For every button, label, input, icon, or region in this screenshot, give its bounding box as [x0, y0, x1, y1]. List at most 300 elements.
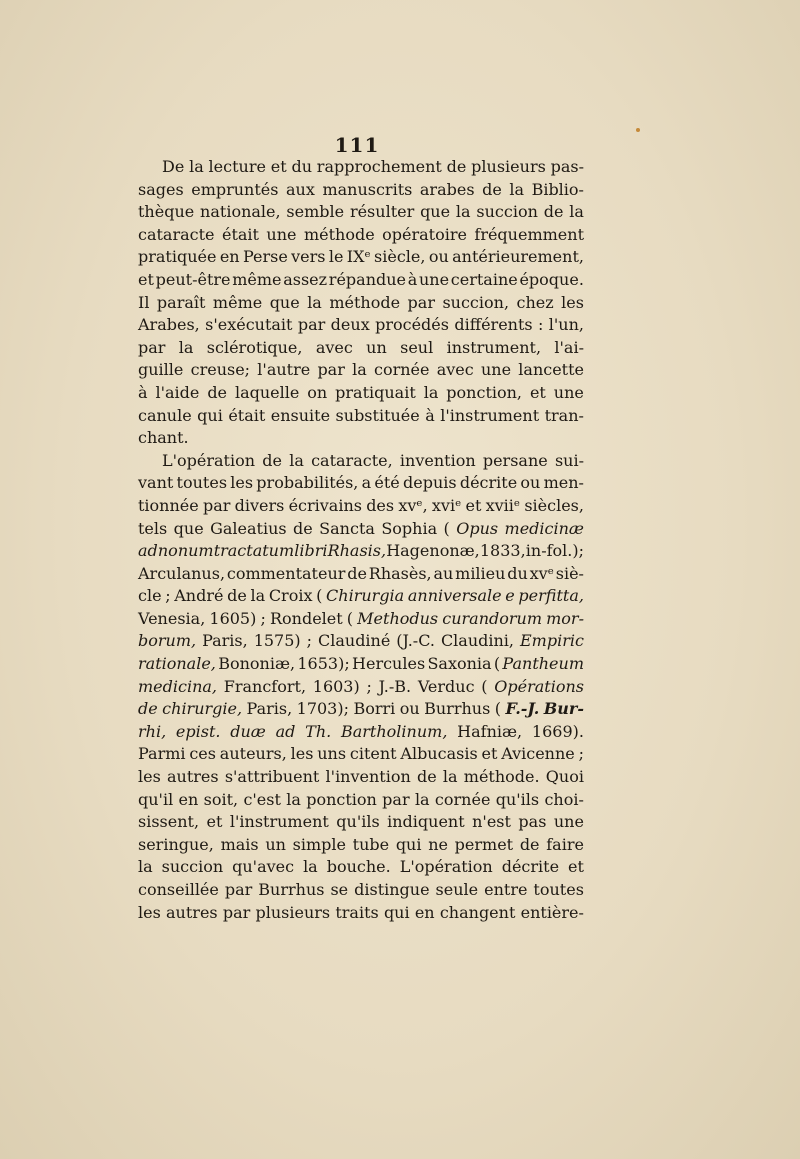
- word: Venesia,: [138, 608, 206, 628]
- word: 1833,: [479, 541, 526, 561]
- word: s'exécutait: [205, 315, 293, 335]
- word: la: [303, 857, 318, 877]
- word: 1703);: [296, 699, 349, 719]
- word: Hercules: [352, 654, 426, 674]
- word: qu'avec: [232, 857, 295, 877]
- word: une: [419, 269, 450, 289]
- word: succion: [161, 857, 224, 877]
- word: nationale,: [200, 202, 281, 222]
- word: assez: [283, 269, 328, 289]
- text-line: [138, 179, 584, 202]
- text-line: [138, 834, 584, 857]
- word: probabilités,: [256, 473, 359, 493]
- word: de: [446, 157, 467, 176]
- word: par: [222, 902, 251, 922]
- word: Sancta: [319, 518, 375, 538]
- word: qu'ils: [495, 789, 540, 809]
- word: de: [262, 450, 282, 470]
- word: en: [414, 902, 435, 922]
- word: la: [250, 586, 266, 606]
- word: Hafniæ,: [457, 721, 523, 741]
- word: et: [465, 495, 482, 515]
- word: les: [138, 902, 161, 922]
- word: par: [317, 360, 345, 380]
- word: et: [568, 857, 584, 877]
- word: du: [291, 157, 312, 176]
- word: de: [138, 699, 158, 719]
- word: medicinæ: [504, 518, 584, 538]
- word: Arculanus,: [138, 563, 226, 583]
- word: borum,: [138, 631, 197, 651]
- word: ;: [578, 744, 584, 764]
- word: cornée: [374, 360, 430, 380]
- word: Rhasès,: [368, 563, 432, 583]
- word: que: [173, 518, 204, 538]
- word: et: [529, 382, 546, 402]
- word: décrite: [459, 473, 518, 493]
- word: et: [138, 269, 154, 289]
- word: tractatum: [213, 541, 295, 561]
- word: siècles,: [524, 495, 584, 515]
- word: tube: [352, 834, 390, 854]
- word: divers: [234, 495, 285, 515]
- word: Bononiæ,: [218, 654, 296, 674]
- text-line: [138, 698, 584, 721]
- word: empruntés: [191, 179, 279, 199]
- word: laquelle: [234, 382, 300, 402]
- word: libri: [294, 541, 328, 561]
- word: par: [382, 789, 410, 809]
- word: uns: [317, 744, 347, 764]
- word: les: [290, 744, 314, 764]
- word: lancette: [518, 360, 584, 380]
- word: ponction,: [446, 382, 523, 402]
- text-line: [138, 563, 584, 586]
- word: persane: [482, 450, 548, 470]
- word: à: [138, 382, 148, 402]
- word: l'invention: [325, 767, 411, 787]
- word: anniversale: [407, 586, 502, 606]
- word: ;: [260, 608, 266, 628]
- word: manuscrits: [322, 179, 413, 199]
- word: seringue,: [138, 834, 214, 854]
- word: ;: [366, 676, 372, 696]
- word: opératoire: [382, 224, 467, 244]
- word: substituée: [335, 405, 420, 425]
- word: Bartholinum,: [340, 721, 448, 741]
- word: était: [228, 405, 266, 425]
- word: Sophia: [381, 518, 438, 538]
- word: méthode.: [463, 767, 540, 787]
- word: qui: [383, 902, 410, 922]
- word: se: [330, 880, 349, 899]
- word: citent: [349, 744, 397, 764]
- word: guille: [138, 360, 184, 380]
- word: la: [352, 360, 367, 380]
- word: Saxonia: [427, 654, 492, 674]
- word: (: [443, 518, 450, 538]
- word: siè-: [555, 563, 584, 583]
- text-line: [138, 269, 584, 292]
- word: qu'il: [138, 789, 174, 809]
- word: F.-J.: [505, 699, 540, 719]
- body-text: [138, 156, 584, 924]
- word: Hagenonæ,: [386, 541, 480, 561]
- word: plusieurs: [255, 902, 331, 922]
- word: auteurs,: [219, 744, 287, 764]
- word: à: [407, 269, 418, 289]
- word: 1575): [253, 631, 301, 651]
- word: pas-: [550, 157, 584, 176]
- word: antérieurement,: [452, 247, 584, 267]
- word: tionnée: [138, 495, 199, 515]
- word: fréquemment: [474, 224, 584, 244]
- word: Th.: [305, 721, 332, 741]
- page-number: 111: [334, 133, 380, 157]
- word: ponction: [306, 789, 377, 809]
- word: aux: [286, 179, 315, 199]
- word: arabes: [419, 179, 475, 199]
- word: succion: [476, 202, 538, 222]
- word: xviᵉ: [431, 495, 462, 515]
- text-line: [138, 585, 584, 608]
- word: Chirurgia: [326, 586, 405, 606]
- word: Verduc: [417, 676, 475, 696]
- word: traits: [335, 902, 379, 922]
- word: toutes: [533, 880, 584, 899]
- word: depuis: [403, 473, 457, 493]
- word: c'est: [243, 789, 281, 809]
- word: in-fol.);: [525, 541, 584, 561]
- word: Perse: [242, 247, 288, 267]
- text-line: [138, 608, 584, 631]
- paper-stain: [636, 128, 640, 132]
- word: xviiᵉ: [485, 495, 521, 515]
- word: Il: [138, 292, 150, 312]
- word: par: [202, 495, 231, 515]
- word: toutes: [176, 473, 228, 493]
- word: duæ: [230, 721, 266, 741]
- word: vant: [138, 473, 174, 493]
- word: permet: [454, 834, 514, 854]
- word: ensuite: [270, 405, 331, 425]
- text-line: [138, 811, 584, 834]
- word: une: [553, 812, 584, 832]
- word: plusieurs: [471, 157, 546, 176]
- word: par: [138, 337, 166, 357]
- word: L'opération: [399, 857, 493, 877]
- word: ou: [399, 699, 420, 719]
- word: la: [455, 202, 471, 222]
- word: changent: [439, 902, 516, 922]
- word: 1605): [209, 608, 257, 628]
- word: Empiric: [519, 631, 584, 651]
- word: paraît: [156, 292, 206, 312]
- word: par: [407, 292, 435, 312]
- word: les: [561, 292, 584, 312]
- text-line: [138, 337, 584, 360]
- word: pas: [518, 812, 547, 832]
- word: vers: [291, 247, 326, 267]
- word: pratiquée: [138, 247, 217, 267]
- word: même: [232, 269, 282, 289]
- word: pratiquait: [335, 382, 416, 402]
- text-line: [138, 292, 584, 315]
- word: une: [266, 224, 297, 244]
- word: De: [162, 157, 185, 176]
- word: de: [482, 179, 502, 199]
- word: invention: [399, 450, 476, 470]
- word: on: [307, 382, 328, 402]
- word: Opérations: [494, 676, 584, 696]
- word: et: [481, 744, 498, 764]
- word: Pantheum: [502, 654, 584, 674]
- word: Arabes,: [138, 315, 200, 335]
- word: résulter: [349, 202, 415, 222]
- word: en: [178, 789, 199, 809]
- text-line: [138, 314, 584, 337]
- word: nonum: [157, 541, 214, 561]
- word: seule: [435, 880, 479, 899]
- word: qu'ils: [336, 812, 380, 832]
- word: cornée: [434, 789, 491, 809]
- word: a: [361, 473, 372, 493]
- word: (J.-C.: [396, 631, 435, 651]
- word: (: [481, 676, 488, 696]
- word: l'instrument: [440, 405, 540, 425]
- word: que: [420, 202, 451, 222]
- word: l'ai-: [554, 337, 584, 357]
- word: la: [138, 857, 153, 877]
- word: la: [414, 789, 430, 809]
- word: Burrhus: [258, 880, 325, 899]
- word: certaine: [450, 269, 518, 289]
- text-line: [138, 518, 584, 541]
- word: s'attribuent: [224, 767, 320, 787]
- word: de: [227, 586, 247, 606]
- word: avec: [436, 360, 474, 380]
- text-line: [138, 789, 584, 812]
- word: autres: [167, 767, 219, 787]
- word: peut-être: [155, 269, 231, 289]
- word: une: [553, 382, 584, 402]
- word: bouche.: [326, 857, 391, 877]
- word: Parmi: [138, 744, 186, 764]
- word: des: [366, 495, 395, 515]
- word: la: [442, 767, 458, 787]
- word: ne: [428, 834, 448, 854]
- word: (: [493, 654, 501, 674]
- text-line: [138, 879, 584, 902]
- word: siècle,: [374, 247, 426, 267]
- word: méthode: [329, 292, 401, 312]
- word: L'opération: [162, 450, 256, 470]
- word: perfitta,: [518, 586, 584, 606]
- word: par: [224, 880, 253, 899]
- word: au: [433, 563, 454, 583]
- word: semble: [286, 202, 345, 222]
- word: ;: [306, 631, 313, 651]
- word: la: [178, 337, 194, 357]
- word: les: [230, 473, 254, 493]
- text-line: [138, 766, 584, 789]
- word: de: [543, 202, 564, 222]
- text-line: [138, 653, 584, 676]
- word: un: [265, 834, 286, 854]
- word: en: [219, 247, 240, 267]
- word: la: [189, 157, 204, 176]
- word: était: [221, 224, 259, 244]
- text-line: [138, 382, 584, 405]
- word: Methodus: [357, 608, 439, 628]
- word: de: [416, 767, 437, 787]
- word: la: [286, 789, 301, 809]
- word: medicina,: [138, 676, 218, 696]
- word: Albucasis: [400, 744, 478, 764]
- word: la: [307, 292, 322, 312]
- word: chant.: [138, 428, 189, 448]
- word: rhi,: [138, 721, 167, 741]
- word: Paris,: [246, 699, 293, 719]
- text-line: [138, 359, 584, 382]
- text-line: [138, 246, 584, 269]
- text-line: [138, 721, 584, 744]
- word: faire: [546, 834, 584, 854]
- text-line: [138, 427, 584, 450]
- word: sages: [138, 179, 184, 199]
- word: l'instrument: [229, 812, 329, 832]
- word: procédés: [375, 315, 449, 335]
- text-line: [138, 902, 584, 925]
- word: et: [270, 157, 287, 176]
- text-line: [138, 676, 584, 699]
- text-line: [138, 630, 584, 653]
- word: ad: [275, 721, 296, 741]
- word: époque.: [519, 269, 584, 289]
- word: que: [269, 292, 300, 312]
- word: l'autre: [257, 360, 311, 380]
- word: (: [494, 699, 501, 719]
- word: André: [174, 586, 224, 606]
- word: été: [374, 473, 400, 493]
- word: curandorum: [442, 608, 543, 628]
- word: qui: [395, 834, 422, 854]
- word: la: [569, 202, 584, 222]
- word: canule: [138, 405, 192, 425]
- text-line: [138, 224, 584, 247]
- text-line: [138, 156, 584, 179]
- word: ou: [428, 247, 449, 267]
- word: 1669).: [531, 721, 584, 741]
- word: xvᵉ: [529, 563, 554, 583]
- word: lecture: [208, 157, 266, 176]
- word: ou: [520, 473, 541, 493]
- word: répandue: [328, 269, 407, 289]
- word: deux: [330, 315, 370, 335]
- word: IXᵉ: [346, 247, 371, 267]
- word: entre: [484, 880, 528, 899]
- word: de: [207, 382, 228, 402]
- word: Quoi: [545, 767, 584, 787]
- word: seul: [400, 337, 434, 357]
- word: la: [289, 450, 304, 470]
- word: epist.: [175, 721, 221, 741]
- word: 1603): [312, 676, 360, 696]
- word: cataracte,: [311, 450, 393, 470]
- word: chez: [516, 292, 554, 312]
- word: Croix: [268, 586, 313, 606]
- word: sclérotique,: [206, 337, 303, 357]
- word: (: [316, 586, 323, 606]
- word: autres: [166, 902, 218, 922]
- word: décrite: [501, 857, 560, 877]
- word: mais: [220, 834, 259, 854]
- word: tels: [138, 518, 168, 538]
- word: distingue: [354, 880, 430, 899]
- word: mor-: [546, 608, 584, 628]
- word: de: [293, 518, 313, 538]
- word: commentateur: [226, 563, 346, 583]
- word: sui-: [554, 450, 584, 470]
- word: Biblio-: [531, 179, 584, 199]
- word: avec: [315, 337, 353, 357]
- word: le: [328, 247, 344, 267]
- word: xvᵉ,: [398, 495, 428, 515]
- text-line: [138, 856, 584, 879]
- word: instrument,: [446, 337, 542, 357]
- word: Galeatius: [210, 518, 287, 538]
- word: qui: [197, 405, 223, 425]
- word: rapprochement: [316, 157, 442, 176]
- word: e: [505, 586, 515, 606]
- word: ;: [165, 586, 171, 606]
- word: du: [507, 563, 528, 583]
- word: Bur-: [543, 699, 584, 719]
- word: une: [480, 360, 512, 380]
- word: écrivains: [288, 495, 362, 515]
- word: Rondelet: [269, 608, 343, 628]
- word: Claudiné: [317, 631, 391, 651]
- word: et: [206, 812, 223, 832]
- word: un: [366, 337, 387, 357]
- word: succion,: [442, 292, 510, 312]
- word: cle: [138, 586, 162, 606]
- word: même: [212, 292, 263, 312]
- word: entière-: [520, 902, 584, 922]
- word: Francfort,: [223, 676, 307, 696]
- word: de: [347, 563, 367, 583]
- word: Claudini,: [440, 631, 515, 651]
- text-line: [138, 201, 584, 224]
- word: différents: [454, 315, 533, 335]
- word: l'un,: [548, 315, 584, 335]
- word: ces: [189, 744, 216, 764]
- word: 1653);: [297, 654, 350, 674]
- word: chirurgie,: [162, 699, 243, 719]
- word: méthode: [303, 224, 375, 244]
- word: simple: [292, 834, 346, 854]
- word: choi-: [544, 789, 584, 809]
- word: Paris,: [202, 631, 248, 651]
- word: cataracte: [138, 224, 215, 244]
- word: Borri: [353, 699, 396, 719]
- word: soit,: [203, 789, 239, 809]
- word: à: [425, 405, 435, 425]
- word: :: [537, 315, 544, 335]
- word: l'aide: [155, 382, 200, 402]
- word: conseillée: [138, 880, 219, 899]
- word: Rhasis,: [327, 541, 387, 561]
